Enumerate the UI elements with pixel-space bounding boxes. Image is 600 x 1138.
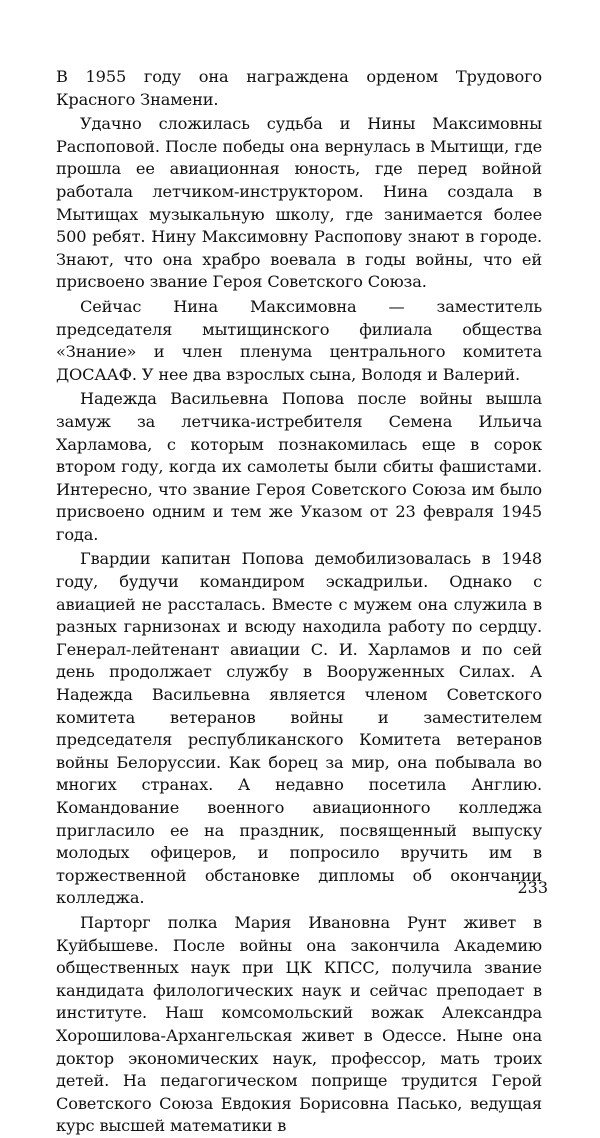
page-number: 233 bbox=[517, 878, 548, 897]
paragraph-3: Сейчас Нина Максимовна — заместитель председателя мытищинского филиала общества «Знание» и член пленума центрального комитета ДОСААФ. У нее два взрослых сына, Володя и Валерий. bbox=[56, 296, 542, 384]
paragraph-4: Надежда Васильевна Попова после войны вышла замуж за летчика-истребителя Семена Ильича Харламова, с которым познакомилась еще в сорок втором году, когда их самолеты были сбиты фашистами. Интересно, что звание Героя Советского Союза им было присвоено одним и тем же Указом от 23 февраля 1945 года. bbox=[56, 389, 542, 544]
paragraph-5: Гвардии капитан Попова демобилизовалась в 1948 году, будучи командиром эскадрильи. Однако с авиацией не рассталась. Вместе с мужем она служила в разных гарнизонах и всюду находила работу по сердцу. Генерал-лейтенант авиации С. И. Харламов и по сей день продолжает службу в Вооруженных Силах. А Надежда Васильевна является членом Советского комитета ветеранов войны и заместителем председателя республиканского Комитета ветеранов войны Белоруссии. Как борец за мир, она побывала во многих странах. А недавно посетила Англию. Командование военного авиационного колледжа пригласило ее на праздник, посвященный выпуску молодых офицеров, и попросило вручить им в торжественной обстановке дипломы об окончании колледжа. bbox=[56, 549, 542, 908]
page-body bbox=[56, 66, 542, 1138]
paragraph-6: Парторг полка Мария Ивановна Рунт живет в Куйбышеве. После войны она закончила Академию общественных наук при ЦК КПСС, получила звание кандидата филологических наук и сейчас преподает в институте. Наш комсомольский вожак Александра Хорошилова-Архангельская живет в Одессе. Ныне она доктор экономических наук, профессор, мать троих детей. На педагогическом поприще трудится Герой Советского Союза Евдокия Борисовна Пасько, ведущая курс высшей математики в bbox=[56, 912, 542, 1136]
paragraph-1: В 1955 году она награждена орденом Трудового Красного Знамени. bbox=[56, 67, 542, 109]
paragraph-2: Удачно сложилась судьба и Нины Максимовны Распоповой. После победы она вернулась в Мытищи, где прошла ее авиационная юность, где перед войной работала летчиком-инструктором. Нина создала в Мытищах музыкальную школу, где занимается более 500 ребят. Нину Максимовну Распопову знают в городе. Знают, что она храбро воевала в годы войны, что ей присвоено звание Героя Советского Союза. bbox=[56, 114, 542, 292]
